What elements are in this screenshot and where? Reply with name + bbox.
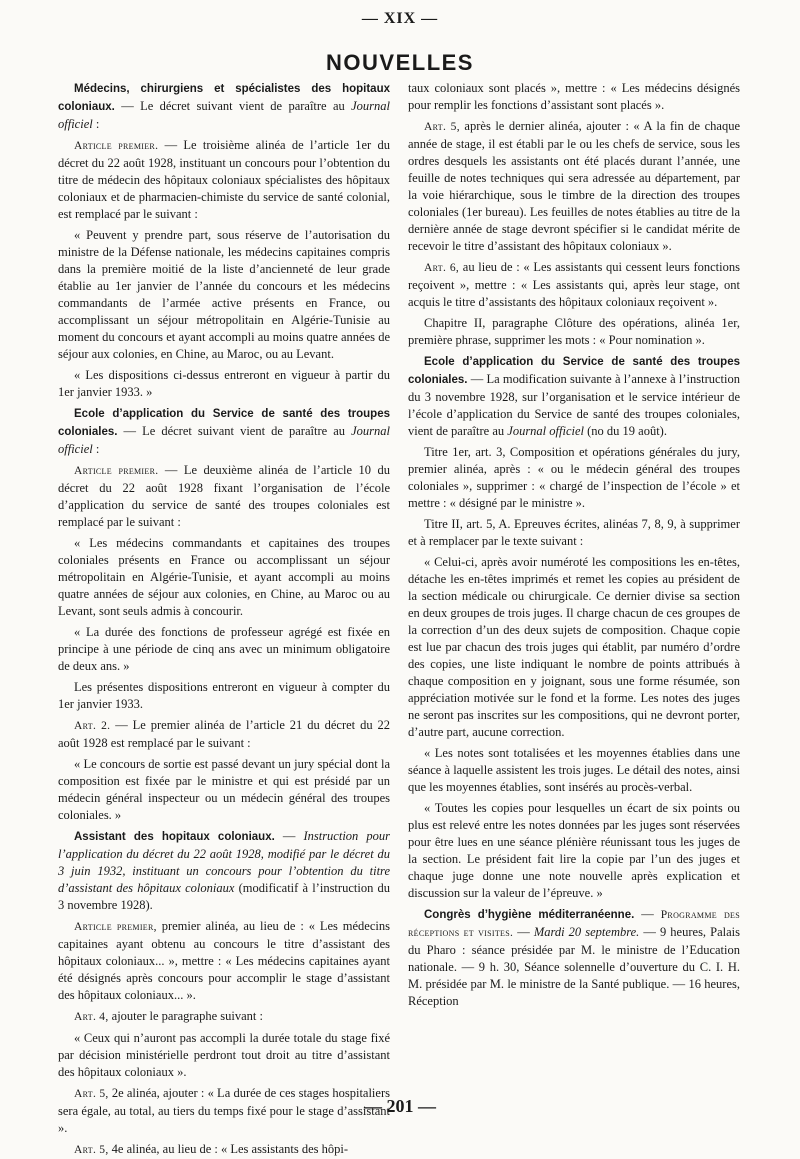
text: — La modification suivante à l’annexe à l’instruction du 3 novembre 1928, sur l’organisation et le service intérieur de l’école d’application du Service de santé des troupes coloniales, vient de paraître au: [408, 372, 740, 438]
paragraph: [58, 462, 390, 531]
news-heading: Ecole d’application du Service de santé des troupes coloniales.: [58, 408, 390, 438]
text: (modificatif à l’instruction du 3 novembre 1928).: [58, 881, 390, 912]
text: — Le troisième alinéa de l’article 1er du décret du 22 août 1928, instituant un concours pour l’obtention du titre de médecin des hôpitaux coloniaux spécialistes des hôpitaux coloniaux et de pharmacien-chimiste du service de santé colonial, est remplacé par le suivant :: [58, 138, 390, 221]
text: :: [92, 442, 100, 456]
paragraph: [408, 118, 740, 255]
text: — Le décret suivant vient de paraître au: [117, 424, 352, 438]
text: premier alinéa, au lieu de : « Les médecins capitaines ayant obtenu au concours le titre d’assistant des hôpitaux coloniaux... », mettre : « Les médecins capitaines ayant été désignés après concours pour accomplir le stage d’assistant des hôpitaux coloniaux... ».: [58, 919, 390, 1002]
right-column: [408, 80, 740, 1080]
paragraph: [58, 828, 390, 914]
paragraph: « Celui-ci, après avoir numéroté les compositions les en-têtes, détache les en-têtes imprimés et remet les copies au président de la section médicale ou chirurgicale. Ce dernier divise sa section en deux groupes de trois juges. Il charge chacun de ces groupes de la correction d’un des deux sujets de composition. Chaque copie est lue par chacun des trois juges qui établit, par numéro d’ordre des copies, une liste indiquant le nombre de points attribués à chaque composition en y joignant, sous une forme résumée, son appréciation motivée sur le fond et la forme. Les notes des juges ne seront pas inscrites sur les compositions, qui ne devront porter, d’autre part, aucune correction.: [408, 555, 740, 739]
article-label: Art. 5,: [74, 1144, 109, 1156]
roman-folio: — XIX —: [361, 10, 439, 27]
text: —: [634, 907, 661, 921]
news-heading: Ecole d’application du Service de santé des troupes coloniales.: [408, 356, 740, 386]
paragraph: [408, 353, 740, 440]
text: (no du 19 août).: [584, 424, 667, 438]
paragraph: Chapitre II, paragraphe Clôture des opérations, alinéa 1er, première phrase, supprimer les mots : « Pour nomination ».: [408, 316, 740, 347]
paragraph: « Les médecins commandants et capitaines des troupes coloniales présents en France ou accomplissant un séjour métropolitain en Algérie-Tunisie, et ayant accompli au moins quatre années de séjour aux colonies, en Chine, au Maroc ou au Levant, sont seuls admis à concourir.: [58, 536, 390, 618]
paragraph: « Peuvent y prendre part, sous réserve de l’autorisation du ministre de la Défense nationale, les médecins capitaines compris dans la première moitié de la liste d’ancienneté de leur grade établie au 1er janvier de l’année du concours et les médecins commandants de l’armée active présents en France, ou accomplissant un séjour métropolitain en Algérie-Tunisie au moment du concours et ayant accompli au moins quatre années de séjour aux colonies, en Chine, au Maroc, ou au Levant.: [58, 228, 390, 361]
section-title: NOUVELLES: [326, 50, 474, 75]
paragraph: [58, 717, 390, 752]
paragraph: Titre II, art. 5, A. Epreuves écrites, alinéas 7, 8, 9, à supprimer et à remplacer par le texte suivant :: [408, 517, 740, 548]
news-heading: Médecins, chirurgiens et spécialistes des hopitaux coloniaux.: [58, 83, 390, 113]
paragraph: « Les dispositions ci-dessus entreront en vigueur à partir du 1er janvier 1933. »: [58, 368, 390, 399]
article-label: Art. 4,: [74, 1011, 109, 1023]
italic-text: Instruction pour l’application du décret du 22 août 1928, modifié par le décret du 3 juin 1932, instituant un concours pour l’obtention du titre d’assistant des hôpitaux coloniaux: [58, 829, 390, 895]
paragraph: Titre 1er, art. 3, Composition et opérations générales du jury, premier alinéa, après : « ou le médecin général des troupes coloniales », supprimer : « chargé de l’inspection de l’école » et mettre : « désigné par le ministre ».: [408, 445, 740, 510]
text: — Le premier alinéa de l’article 21 du décret du 22 août 1928 est remplacé par le suivant :: [58, 718, 390, 750]
paragraph: « Les notes sont totalisées et les moyennes établies dans une séance à laquelle assistent les trois juges. Le détail des notes, ainsi que les moyennes établies, sont insérés au procès-verbal.: [408, 746, 740, 794]
italic-text: Journal officiel: [58, 99, 390, 131]
paragraph: [58, 80, 390, 133]
paragraph: « La durée des fonctions de professeur agrégé est fixée en principe à une période de cinq ans avec un minimum obligatoire de deux ans. »: [58, 625, 390, 673]
text: — Le deuxième alinéa de l’article 10 du décret du 22 août 1928 fixant l’organisation de l’école d’application du service de santé des troupes coloniales est remplacé par le suivant :: [58, 463, 390, 529]
text: — Le décret suivant vient de paraître au: [114, 99, 352, 113]
italic-text: Journal officiel: [58, 424, 390, 456]
text: ajouter le paragraphe suivant :: [108, 1009, 263, 1023]
text: — 9 heures, Palais du Pharo : séance présidée par M. le ministre de l’Education nationale. — 9 h. 30, Séance solennelle d’ouverture du C. I. H. M. présidée par M. le ministre de la Santé publique. — 16 heures, Réception: [408, 925, 741, 1008]
page-number: — 201 —: [364, 1096, 436, 1116]
paragraph: « Toutes les copies pour lesquelles un écart de six points ou plus est relevé entre les notes données par les juges sont réservées pour être lues en une séance plénière réunissant tous les juges de la section. Le président fait lire la copie par l’un des juges et chaque juge donne une note nouvelle après explication et discussion sur la valeur de l’épreuve. »: [408, 801, 740, 900]
article-label: Art. 5,: [424, 121, 460, 133]
news-heading: Congrès d’hygiène méditerranéenne.: [424, 909, 635, 921]
text: 4e alinéa, au lieu de : « Les assistants des hôpi-: [108, 1142, 349, 1156]
paragraph: [58, 405, 390, 458]
paragraph: [58, 918, 390, 1004]
article-label: Art. 6,: [424, 262, 460, 274]
paragraph: [408, 906, 740, 1010]
news-heading: Assistant des hopitaux coloniaux.: [74, 831, 275, 843]
text: —: [513, 925, 534, 939]
paragraph: taux coloniaux sont placés », mettre : « Les médecins désignés pour remplir les fonctions d’assistant sont placés ».: [408, 81, 740, 112]
left-column: [58, 80, 390, 1156]
programme-label: Programme des réceptions et visites.: [408, 909, 740, 939]
article-label: Art. 2.: [74, 720, 111, 732]
text: au lieu de : « Les assistants qui cessent leurs fonctions reçoivent », mettre : « Les assistants qui, après leur stage, ont acquis le titre d’assistants des hôpitaux coloniaux reçoivent ».: [408, 260, 740, 309]
article-label: Article premier,: [74, 921, 157, 933]
text: :: [92, 117, 100, 131]
paragraph: [58, 1141, 390, 1159]
paragraph: [58, 1008, 390, 1026]
paragraph: « Ceux qui n’auront pas accompli la durée totale du stage fixé par décision ministérielle perdront tout droit au titre d’assistant des hôpitaux coloniaux ».: [58, 1031, 390, 1079]
paragraph: « Le concours de sortie est passé devant un jury spécial dont la composition est fixée par le ministre et qui est présidé par un médecin général inspecteur ou un médecin général des troupes coloniales. »: [58, 757, 390, 822]
article-label: Art. 5,: [74, 1088, 109, 1100]
italic-text: Journal officiel: [507, 424, 584, 438]
paragraph: [58, 137, 390, 223]
italic-text: Mardi 20 septembre.: [533, 925, 640, 939]
paragraph: [408, 259, 740, 311]
article-label: Article premier.: [74, 465, 159, 477]
text: 2e alinéa, ajouter : « La durée de ces stages hospitaliers sera égale, au total, au tiers du temps fixé pour le stage d’assistant ».: [58, 1086, 390, 1135]
text: après le dernier alinéa, ajouter : « A la fin de chaque année de stage, il est établi par le ou les chefs de service, sous les ordres desquels les assistants ont été placés durant l’année, une feuille de notes techniques qui sera adressée au département, par la voie hiérarchique, sous le timbre de la direction des troupes coloniales (1er bureau). Les feuilles de notes établies au titre de la dernière année de stage devront spécifier si le candidat mérite de recevoir le titre d’assistant des hôpitaux coloniaux ».: [408, 119, 740, 253]
article-label: Article premier.: [74, 140, 159, 152]
paragraph: Les présentes dispositions entreront en vigueur à compter du 1er janvier 1933.: [58, 680, 390, 711]
text: —: [274, 829, 304, 843]
